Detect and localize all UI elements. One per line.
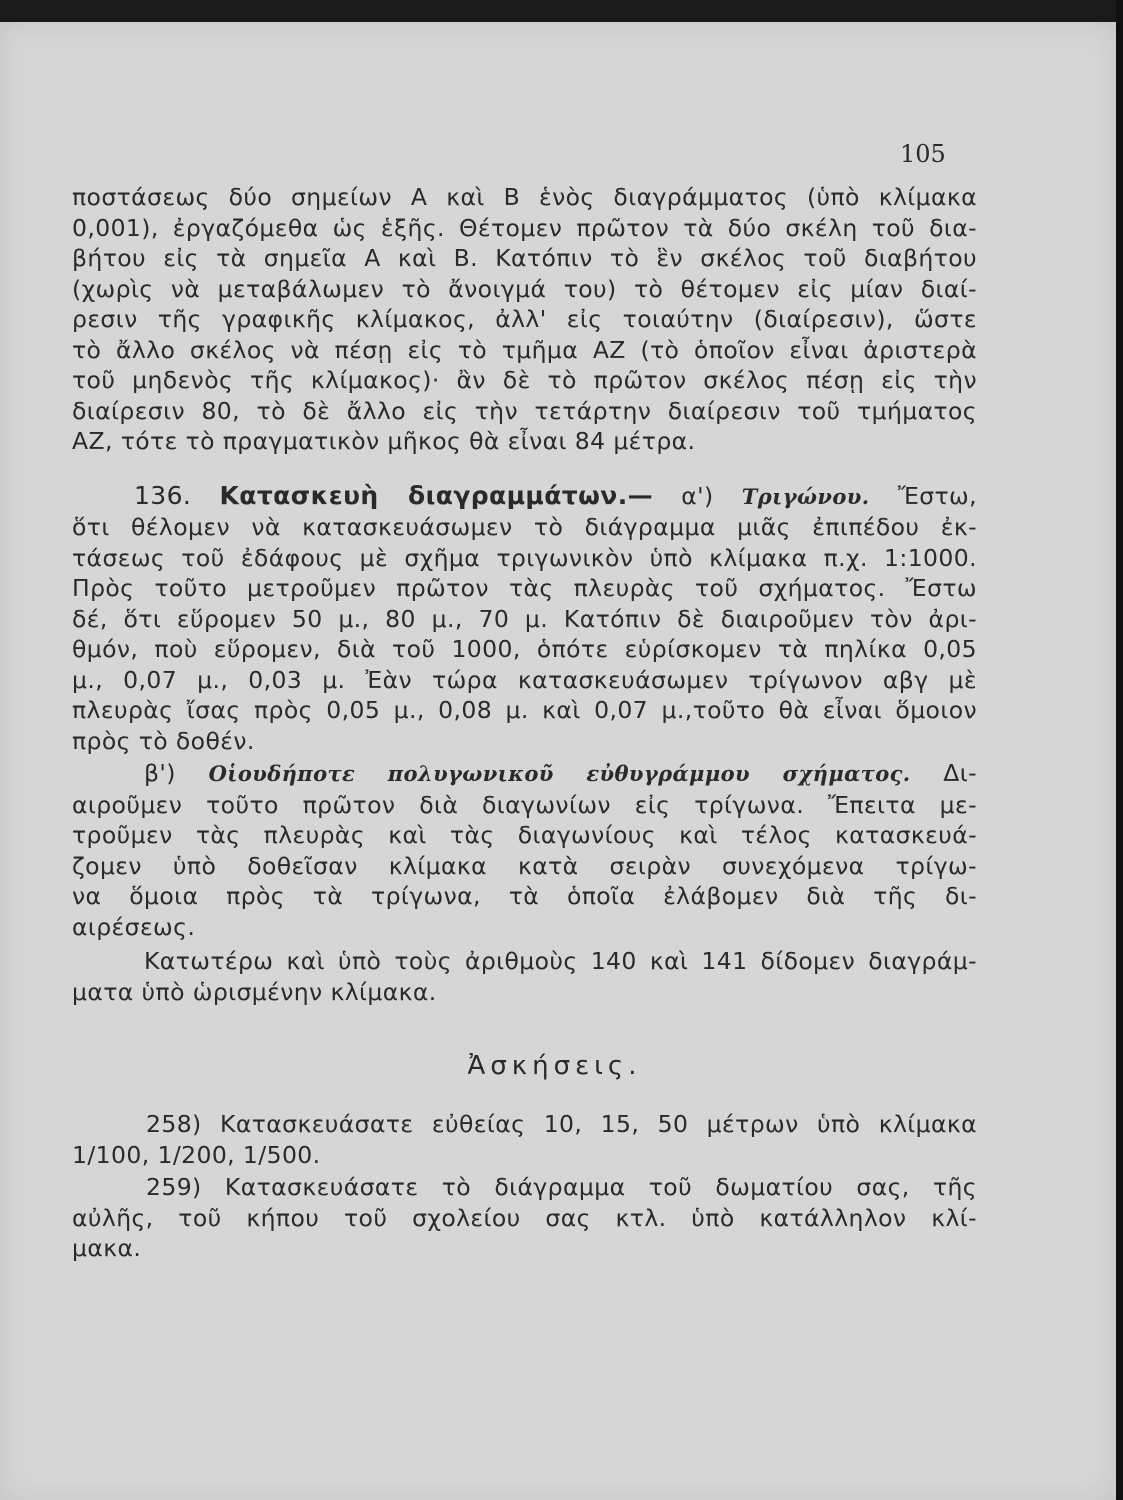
text-fragment: Δι- xyxy=(943,759,977,787)
text-line: ποστάσεως δύο σημείων Α καὶ Β ἑνὸς διαγράμματος (ὑπὸ κλίμακα xyxy=(72,183,977,211)
text-line: βήτου εἰς τὰ σημεῖα Α καὶ Β. Κατόπιν τὸ ἓν σκέλος τοῦ διαβήτου xyxy=(72,244,977,272)
subsection-title: Οἱουδήποτε πολυγωνικοῦ εὐθυγράμμου σχήματος. xyxy=(208,761,911,786)
text-line: ΑΖ, τότε τὸ πραγματικὸν μῆκος θὰ εἶναι 84 μέτρα. xyxy=(72,427,696,455)
text-line: τροῦμεν τὰς πλευρὰς καὶ τὰς διαγωνίους καὶ τέλος κατασκευά- xyxy=(72,821,977,849)
subsection-label: β') xyxy=(144,759,176,787)
text-line: Κατωτέρω καὶ ὑπὸ τοὺς ἀριθμοὺς 140 καὶ 141 δίδομεν διαγράμ- xyxy=(144,947,977,975)
text-line: να ὅμοια πρὸς τὰ τρίγωνα, τὰ ὁποῖα ἐλάβομεν διὰ τῆς δι- xyxy=(72,882,977,910)
section-136 xyxy=(72,481,977,757)
exercise-259 xyxy=(72,1172,977,1264)
text-line: 0,001), ἐργαζόμεθα ὡς ἑξῆς. Θέτομεν πρῶτον τὰ δύο σκέλη τοῦ δια- xyxy=(72,213,977,242)
text-line: τοῦ μηδενὸς τῆς κλίμακος)· ἂν δὲ τὸ πρῶτον σκέλος πέσῃ εἰς τὴν xyxy=(72,366,977,394)
exercises-title: Ἀσκήσεις. xyxy=(467,1051,642,1081)
text-line: δέ, ὅτι εὕρομεν 50 μ., 80 μ., 70 μ. Κατόπιν δὲ διαιροῦμεν τὸν ἀρι- xyxy=(72,604,977,633)
exercise-258 xyxy=(72,1109,977,1170)
text-fragment: Ἔστω, xyxy=(897,481,977,510)
section-title: Κατασκευὴ διαγραμμάτων.— xyxy=(219,480,654,510)
section-heading-line xyxy=(72,481,977,513)
page-content xyxy=(72,134,977,1264)
text-line: ρεσιν τῆς γραφικῆς κλίμακος, ἀλλ' εἰς τοιαύτην (διαίρεσιν), ὥστε xyxy=(72,305,977,333)
text-line: μ., 0,07 μ., 0,03 μ. Ἐὰν τώρα κατασκευάσωμεν τρίγωνον αβγ μὲ xyxy=(72,665,977,694)
text-line: πρὸς τὸ δοθέν. xyxy=(72,726,255,755)
text-line: τὸ ἄλλο σκέλος νὰ πέσῃ εἰς τὸ τμῆμα ΑΖ (τὸ ὁποῖον εἶναι ἀριστερὰ xyxy=(72,335,977,364)
text-line: ζομεν ὑπὸ δοθεῖσαν κλίμακα κατὰ σειρὰν συνεχόμενα τρίγω- xyxy=(72,851,977,880)
text-line: πλευρὰς ἴσας πρὸς 0,05 μ., 0,08 μ. καὶ 0,07 μ.,τοῦτο θὰ εἶναι ὅμοιον xyxy=(72,696,977,724)
section-b xyxy=(72,758,977,942)
text-line: (χωρὶς νὰ μεταβάλωμεν τὸ ἄνοιγμά του) τὸ θέτομεν εἰς μίαν διαί- xyxy=(72,274,977,303)
subsection-title: Τριγώνου. xyxy=(741,483,870,509)
text-line: τάσεως τοῦ ἐδάφους μὲ σχῆμα τριγωνικὸν ὑπὸ κλίμακα π.χ. 1:1000. xyxy=(72,543,977,572)
text-line: μακα. xyxy=(72,1234,142,1262)
text-line: 258) Κατασκευάσατε εὐθείας 10, 15, 50 μέτρων ὑπὸ κλίμακα xyxy=(146,1110,977,1138)
text-line: διαίρεσιν 80, τὸ δὲ ἄλλο εἰς τὴν τετάρτην διαίρεσιν τοῦ τμήματος xyxy=(72,396,977,425)
text-line: 1/100, 1/200, 1/500. xyxy=(72,1140,321,1169)
text-line: θμόν, ποὺ εὕρομεν, διὰ τοῦ 1000, ὁπότε εὑρίσκομεν τὰ πηλίκα 0,05 xyxy=(72,635,977,663)
text-line: ὅτι θέλομεν νὰ κατασκευάσωμεν τὸ διάγραμμα μιᾶς ἐπιπέδου ἐκ- xyxy=(72,513,977,541)
page-number: 105 xyxy=(900,140,946,168)
closing-paragraph xyxy=(72,946,977,1007)
section-number: 136. xyxy=(134,480,192,510)
subsection-heading-line xyxy=(72,758,977,790)
text-line: Πρὸς τοῦτο μετροῦμεν πρῶτον τὰς πλευρὰς τοῦ σχήματος. Ἔστω xyxy=(72,574,977,602)
subsection-label: α') xyxy=(681,481,714,510)
text-line: αιροῦμεν τοῦτο πρῶτον διὰ διαγωνίων εἰς τρίγωνα. Ἔπειτα με- xyxy=(72,790,977,819)
scan-edge xyxy=(1116,0,1123,1500)
text-line: αιρέσεως. xyxy=(72,912,196,941)
text-line: αὐλῆς, τοῦ κήπου τοῦ σχολείου σας κτλ. ὑπὸ κατάλληλον κλί- xyxy=(72,1203,977,1232)
text-line: 259) Κατασκευάσατε τὸ διάγραμμα τοῦ δωματίου σας, τῆς xyxy=(146,1173,977,1201)
paragraph-scale-measurement xyxy=(72,182,977,457)
book-page xyxy=(0,22,1116,1500)
text-line: ματα ὑπὸ ὡρισμένην κλίμακα. xyxy=(72,977,437,1006)
